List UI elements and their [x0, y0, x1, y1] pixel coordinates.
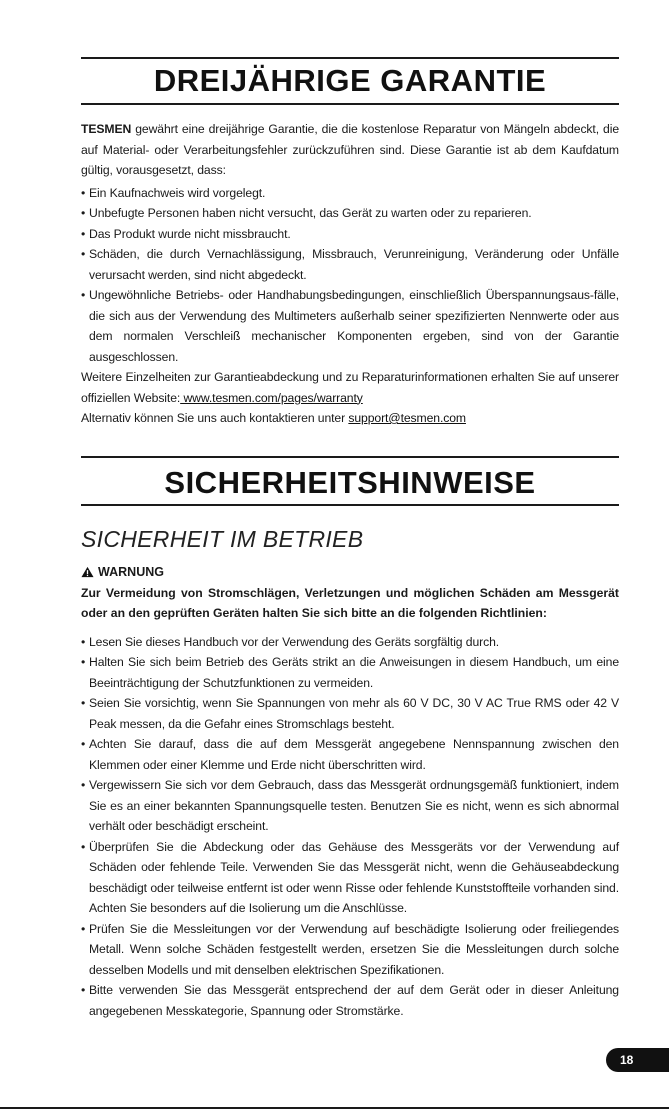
- warning-label: WARNUNG: [81, 564, 619, 580]
- list-item: • Ein Kaufnachweis wird vorgelegt.: [81, 185, 266, 200]
- warranty-conditions-list: [81, 183, 619, 368]
- warranty-title: DREIJÄHRIGE GARANTIE: [153, 63, 547, 98]
- section-top-rule: [81, 57, 619, 59]
- safety-guidelines-list: [81, 632, 619, 1022]
- warranty-details: Weitere Einzelheiten zur Garantieabdeckung und zu Reparaturinformationen erhalten Sie auf unserer offiziellen Website: www.tesmen.com/pages/warranty: [81, 370, 619, 405]
- list-item: • Ungewöhnliche Betriebs- oder Handhabungsbedingungen, einschließlich Überspannungsaus-fälle, die sich aus der Verwendung des Multimeters außerhalb seiner spezifizierten Nennwerte oder aus dem normalen Verschleiß mechanischer Komponenten ergeben, sind von der Garantie ausgeschlossen.: [81, 288, 619, 364]
- warranty-contact: Alternativ können Sie uns auch kontaktieren unter support@tesmen.com: [81, 411, 466, 425]
- section-top-rule: [81, 456, 619, 458]
- list-item: • Seien Sie vorsichtig, wenn Sie Spannungen von mehr als 60 V DC, 30 V AC True RMS oder 42 V Peak messen, da die Gefahr eines Stromschlags besteht.: [81, 696, 619, 731]
- list-item: • Achten Sie darauf, dass die auf dem Messgerät angegebene Nennspannung zwischen den Klemmen oder einer Klemme und Erde nicht überschritten wird.: [81, 737, 619, 772]
- page-bottom-rule: [0, 1107, 669, 1109]
- section-bottom-rule: [81, 103, 619, 105]
- brand-name: TESMEN: [81, 122, 132, 136]
- page-number: 18: [620, 1053, 634, 1067]
- support-email-link[interactable]: support@tesmen.com: [348, 411, 466, 425]
- page-number-tab: [606, 1048, 669, 1072]
- list-item: • Bitte verwenden Sie das Messgerät entsprechend der auf dem Gerät oder in dieser Anleitung angegebenen Messkategorie, Spannung oder Stromstärke.: [81, 983, 619, 1018]
- list-item: • Prüfen Sie die Messleitungen vor der Verwendung auf beschädigte Isolierung oder freiliegendes Metall. Wenn solche Schäden festgestellt werden, ersetzen Sie die Messleitungen durch solche desselben Modells und mit denselben elektrischen Spezifikationen.: [81, 921, 619, 977]
- warranty-website-link[interactable]: www.tesmen.com/pages/warranty: [180, 390, 363, 405]
- list-item: • Schäden, die durch Vernachlässigung, Missbrauch, Verunreinigung, Veränderung oder Unfälle verursacht werden, sind nicht abgedeckt.: [81, 247, 619, 282]
- safety-subtitle: SICHERHEIT IM BETRIEB: [81, 525, 364, 552]
- list-item: • Überprüfen Sie die Abdeckung oder das Gehäuse des Messgeräts vor der Verwendung auf Schäden oder fehlende Teile. Verwenden Sie das Messgerät nicht, wenn die Gehäuseabdeckung beschädigt oder teilweise entfernt ist oder wenn Risse oder fehlende Kunststoffteile vorhanden sind. Achten Sie besonders auf die Isolierung um die Anschlüsse.: [81, 839, 619, 915]
- list-item: • Halten Sie sich beim Betrieb des Geräts strikt an die Anweisungen in diesem Handbuch, um eine Beeinträchtigung der Schutzfunktionen zu vermeiden.: [81, 655, 619, 690]
- list-item: • Vergewissern Sie sich vor dem Gebrauch, dass das Messgerät ordnungsgemäß funktioniert, indem Sie es an einer bekannten Spannungsquelle testen. Benutzen Sie es nicht, wenn es sich abnormal verhält oder beschädigt erscheint.: [81, 778, 619, 833]
- manual-page: [81, 0, 619, 1021]
- list-item: • Lesen Sie dieses Handbuch vor der Verwendung des Geräts sorgfältig durch.: [81, 634, 500, 649]
- safety-intro: Zur Vermeidung von Stromschlägen, Verletzungen und möglichen Schäden am Messgerät oder an den geprüften Geräten halten Sie sich bitte an die folgenden Richtlinien:: [81, 585, 619, 620]
- list-item: • Das Produkt wurde nicht missbraucht.: [81, 226, 291, 241]
- warning-icon: [81, 566, 94, 578]
- warranty-intro-text: gewährt eine dreijährige Garantie, die die kostenlose Reparatur von Mängeln abdeckt, die auf Material- oder Verarbeitungsfehler zurückzuführen sind. Diese Garantie ist ab dem Kaufdatum gültig, vorausgesetzt, dass:: [81, 122, 619, 177]
- list-item: • Unbefugte Personen haben nicht versucht, das Gerät zu warten oder zu reparieren.: [81, 206, 532, 220]
- warranty-intro: [81, 119, 619, 181]
- section-bottom-rule: [81, 504, 619, 506]
- safety-title: SICHERHEITSHINWEISE: [164, 464, 536, 500]
